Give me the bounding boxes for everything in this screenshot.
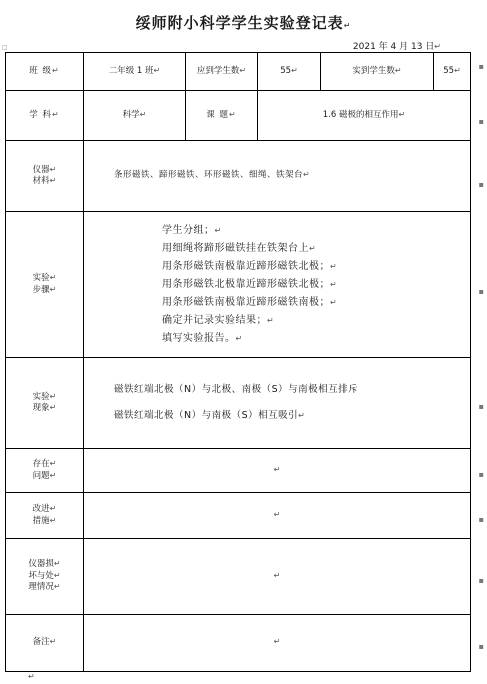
phenomenon-line: 磁铁红端北极（N）与南极（S）相互吸引↵ — [114, 410, 306, 421]
return-mark-icon: ↵ — [291, 65, 298, 75]
lesson-value-cell[interactable] — [258, 91, 471, 141]
step-item: 学生分组；↵ — [162, 224, 222, 236]
subject-label: 学 科 — [29, 109, 52, 120]
actual-value-cell[interactable] — [434, 53, 471, 91]
table-anchor-icon: □ — [2, 44, 8, 51]
return-mark-icon: ↵ — [330, 279, 338, 289]
return-mark-icon: ↵ — [139, 109, 147, 119]
row-end-mark-icon: ▪ — [478, 180, 484, 189]
return-mark-icon: ↵ — [49, 504, 57, 514]
row-problems — [6, 449, 471, 493]
row-class-info — [6, 53, 471, 91]
row-end-mark-icon: ▪ — [478, 642, 484, 651]
class-label-cell — [6, 53, 84, 91]
step-item: 用条形磁铁南极靠近蹄形磁铁南极；↵ — [162, 296, 338, 308]
return-mark-icon: ↵ — [49, 273, 57, 283]
damage-label-line2: 坏与处↵ — [28, 570, 61, 581]
return-mark-icon: ↵ — [398, 109, 406, 119]
class-value: 二年级 1 班 — [108, 65, 154, 76]
improve-label-line1: 改进↵ — [32, 504, 57, 515]
phenomenon-label-cell — [6, 358, 84, 449]
return-mark-icon: ↵ — [343, 21, 352, 30]
actual-value: 55 — [443, 65, 455, 76]
problems-label-cell — [6, 449, 84, 493]
problems-value-cell[interactable] — [84, 449, 471, 493]
return-mark-icon: ↵ — [235, 333, 243, 343]
improve-value-cell[interactable] — [84, 493, 471, 539]
subject-label-cell — [6, 91, 84, 141]
return-mark-icon: ↵ — [52, 65, 60, 75]
row-end-mark-icon: ▪ — [478, 515, 484, 524]
experiment-record-table — [5, 52, 471, 672]
return-mark-icon: ↵ — [229, 109, 237, 119]
return-mark-icon: ↵ — [49, 515, 57, 525]
return-mark-icon: ↵ — [52, 109, 60, 119]
row-materials — [6, 141, 471, 212]
record-date — [353, 39, 441, 52]
steps-label-line2: 步骤↵ — [32, 284, 57, 295]
return-mark-icon: ↵ — [273, 464, 281, 474]
steps-label-cell — [6, 212, 84, 358]
title-text: 绥师附小科学学生实验登记表 — [135, 14, 344, 32]
step-item: 填写实验报告。↵ — [162, 332, 243, 344]
return-mark-icon: ↵ — [330, 261, 338, 271]
remarks-value-cell[interactable] — [84, 615, 471, 672]
subject-value-cell[interactable] — [84, 91, 186, 141]
row-improve — [6, 493, 471, 539]
materials-value-cell[interactable] — [84, 141, 471, 212]
return-mark-icon: ↵ — [53, 570, 61, 580]
improve-label-cell — [6, 493, 84, 539]
return-mark-icon: ↵ — [273, 509, 281, 519]
class-value-cell[interactable] — [84, 53, 186, 91]
damage-value-cell[interactable] — [84, 539, 471, 615]
damage-label-cell — [6, 539, 84, 615]
row-remarks — [6, 615, 471, 672]
steps-value-cell[interactable] — [84, 212, 471, 358]
phenomenon-label-line2: 现象↵ — [32, 403, 57, 413]
expected-value: 55 — [280, 65, 292, 76]
return-mark-icon: ↵ — [394, 65, 402, 75]
materials-value: 条形磁铁、蹄形磁铁、环形磁铁、细绳、铁架台 — [114, 170, 304, 181]
return-mark-icon: ↵ — [49, 176, 57, 185]
return-mark-icon: ↵ — [214, 225, 222, 235]
class-label: 班 级 — [29, 65, 52, 76]
return-mark-icon: ↵ — [49, 637, 57, 647]
expected-value-cell[interactable] — [258, 53, 321, 91]
return-mark-icon: ↵ — [303, 170, 311, 180]
return-mark-icon: ↵ — [454, 65, 461, 75]
return-mark-icon: ↵ — [267, 315, 275, 325]
expected-label-cell — [186, 53, 258, 91]
steps-label-line1: 实验↵ — [32, 273, 57, 284]
return-mark-icon: ↵ — [49, 459, 57, 469]
lesson-label-cell — [186, 91, 258, 141]
phenomenon-value-cell[interactable] — [84, 358, 471, 449]
row-end-mark-icon: ▪ — [478, 402, 484, 411]
materials-label-line1: 仪器↵ — [32, 164, 57, 175]
row-phenomenon — [6, 358, 471, 449]
row-subject-info — [6, 91, 471, 141]
subject-value: 科学 — [122, 109, 140, 120]
return-mark-icon: ↵ — [434, 42, 441, 51]
problems-label-line2: 问题↵ — [32, 470, 57, 481]
row-end-mark-icon: ▪ — [478, 287, 484, 296]
step-item: 确定并记录实验结果；↵ — [162, 314, 275, 326]
return-mark-icon: ↵ — [53, 559, 61, 569]
return-mark-icon: ↵ — [298, 411, 306, 420]
step-item: 用细绳将蹄形磁铁挂在铁架台上↵ — [162, 242, 317, 254]
row-end-mark-icon: ▪ — [478, 62, 484, 71]
return-mark-icon: ↵ — [309, 243, 317, 253]
return-mark-icon: ↵ — [330, 297, 338, 307]
return-mark-icon: ↵ — [53, 582, 61, 592]
remarks-label-cell — [6, 615, 84, 672]
return-mark-icon: ↵ — [49, 284, 57, 294]
damage-label-line1: 仪器损↵ — [28, 559, 61, 570]
return-mark-icon: ↵ — [273, 637, 281, 647]
expected-label: 应到学生数 — [196, 65, 240, 76]
actual-label-cell — [321, 53, 434, 91]
row-end-mark-icon: ▪ — [478, 117, 484, 126]
lesson-value: 1.6 磁极的相互作用 — [322, 109, 399, 120]
step-item: 用条形磁铁南极靠近蹄形磁铁北极；↵ — [162, 260, 338, 272]
problems-label-line1: 存在↵ — [32, 459, 57, 470]
materials-label-line2: 材料↵ — [32, 176, 57, 186]
materials-label-cell — [6, 141, 84, 212]
actual-label: 实到学生数 — [352, 65, 395, 76]
row-end-mark-icon: ▪ — [478, 576, 484, 585]
return-mark-icon: ↵ — [49, 403, 57, 412]
phenomenon-label-line1: 实验↵ — [32, 391, 57, 402]
return-mark-icon: ↵ — [49, 164, 57, 174]
lesson-label: 课 题 — [206, 109, 229, 120]
damage-label-line3: 理情况↵ — [28, 582, 61, 593]
page-title — [0, 12, 487, 33]
remarks-label: 备注 — [32, 637, 50, 648]
improve-label-line2: 措施↵ — [32, 515, 57, 526]
return-mark-icon: ↵ — [273, 570, 281, 580]
return-mark-icon: ↵ — [49, 470, 57, 480]
return-mark-icon: ↵ — [239, 65, 247, 75]
return-mark-icon: ↵ — [28, 672, 35, 681]
return-mark-icon: ↵ — [153, 65, 161, 75]
phenomenon-line: 磁铁红端北极（N）与北极、南极（S）与南极相互排斥 — [114, 384, 359, 395]
return-mark-icon: ↵ — [49, 391, 57, 401]
step-item: 用条形磁铁北极靠近蹄形磁铁北极；↵ — [162, 278, 338, 290]
row-end-mark-icon: ▪ — [478, 470, 484, 479]
row-steps — [6, 212, 471, 358]
date-text: 2021 年 4 月 13 日 — [352, 42, 435, 52]
row-damage — [6, 539, 471, 615]
